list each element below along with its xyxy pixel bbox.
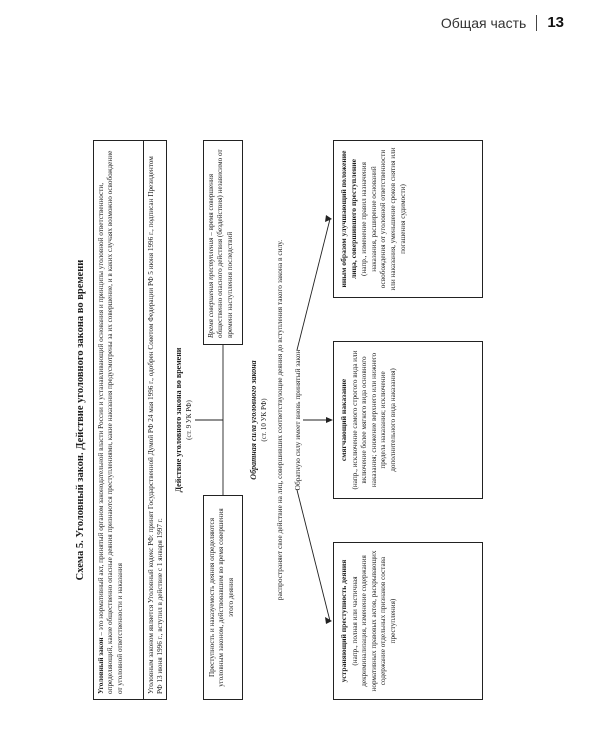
scheme-title: Схема 5. Уголовный закон. Действие уголовного закона во времени [75,259,86,581]
arrowhead-center [326,417,333,423]
kind-box-mitigating [333,341,483,499]
kind-box-removing [333,542,483,700]
section-title: Общая часть [440,14,527,31]
kind-desc: (напр., исключение самого строгого вида или включение более мягкого вида основного наказания; снижение верхнего или нижнего предела наказания; исключение дополнительного вида наказания) [350,350,397,490]
commission-time-term: Время совершения преступления [207,237,215,338]
kind-desc: (напр., изменение правил назначения наказания, расширение оснований освобождения от уголовной ответственности или наказания, уменьшение сроков снятия или погашения судимости) [360,147,407,291]
definition-row [94,141,144,699]
definition-text: – это нормативный акт, принятый органом законодательной власти России и устанавливающий основания и принципы уголовной ответственности, определяющий, какие общественно опасные деяния признаются преступлениями, какие наказания предусмотрены за их совершение, и в каких случаях возможно освобождение от уголовной ответственности и наказания [97,150,124,694]
commission-time-box [203,140,243,345]
arrowhead-right [325,215,332,222]
kind-box-improving [333,140,483,298]
kind-title: устраняющий преступность деяния [339,559,348,683]
definition-box [93,140,167,700]
rotated-scheme [75,140,505,700]
kind-desc: (напр., полная или частичная декриминализация, изменение содержания нормативных правовых актов, раскрывающих содержание отдельных признаков состава преступления) [350,550,397,692]
commission-time-text: – время совершения общественно опасного действия (бездействия) независимо от времени наступления последствий [207,149,234,338]
time-effect-title: Действие уголовного закона во времени [174,347,183,493]
header-divider [536,15,537,31]
kind-title: смягчающий наказание [339,378,348,462]
page-header [441,14,564,31]
page-number: 13 [547,14,564,31]
retroactive-title: Обратная сила уголовного закона [249,360,258,480]
kind-title: иным образом улучшающий положение лица, совершившего преступление [339,150,358,288]
arrowhead-left [325,617,332,624]
time-effect-heading [174,270,194,570]
definition-term: Уголовный закон [97,637,105,694]
retroactive-heading [249,270,269,570]
criminality-box: Преступность и наказуемость деяния определяются уголовным законом, действовавшим во время совершения этого деяния [203,495,243,700]
time-effect-ref: (ст. 9 УК РФ) [185,400,193,440]
code-info-row: Уголовным законом является Уголовный кодекс РФ: принят Государственной Думой РФ 24 мая 1996 г., одобрен Советом Федерации РФ 5 июня 1996 г., подписан Президентом РФ 13 июня 1996 г., вступил в действие с 1 января 1997 г. [147,156,165,694]
retroactive-text: распространяет свое действие на лиц, совершивших соответствующие деяния до вступления такого закона в силу. [275,239,284,601]
retroactive-ref: (ст. 10 УК РФ) [260,398,268,442]
retroactive-label: Обратную силу имеет вновь принятый закон [293,349,302,491]
